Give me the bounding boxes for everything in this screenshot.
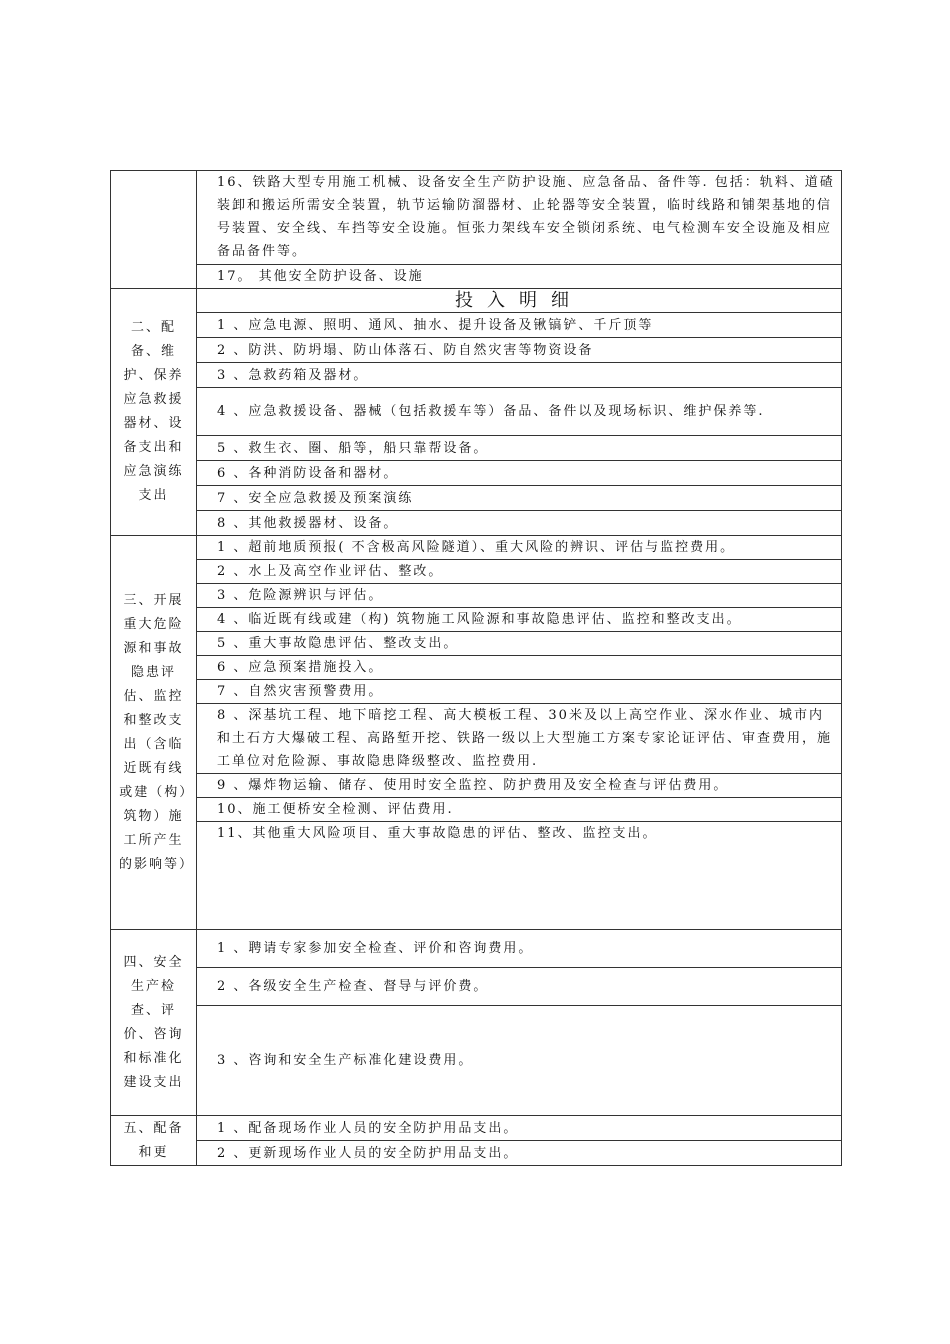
item-sec2-1: 1 、应急电源、照明、通风、抽水、提升设备及锹镐铲、千斤顶等: [197, 313, 842, 338]
category-cell-sec3: [111, 536, 197, 930]
item-sec3-4: 4 、临近既有线或建（构) 筑物施工风险源和事故隐患评估、监控和整改支出。: [197, 608, 842, 632]
item-sec3-3: 3 、危险源辨识与评估。: [197, 584, 842, 608]
item-sec3-6: 6 、应急预案措施投入。: [197, 656, 842, 680]
category-cell-sec1: [111, 171, 197, 289]
item-sec2-3: 3 、急救药箱及器材。: [197, 363, 842, 388]
item-sec2-4: 4 、应急救援设备、器械（包括救援车等）备品、备件以及现场标识、维护保养等.: [197, 388, 842, 436]
expense-table: [110, 170, 842, 1166]
item-sec4-2: 2 、各级安全生产检查、督导与评价费。: [197, 968, 842, 1006]
item-sec2-2: 2 、防洪、防坍塌、防山体落石、防自然灾害等物资设备: [197, 338, 842, 363]
category-label-sec5: 五、配备和更: [123, 1120, 184, 1160]
item-sec2-8: 8 、其他救援器材、设备。: [197, 511, 842, 536]
item-sec2-6: 6 、各种消防设备和器材。: [197, 461, 842, 486]
item-sec4-3: 3 、咨询和安全生产标准化建设费用。: [197, 1006, 842, 1116]
item-sec3-2: 2 、水上及高空作业评估、整改。: [197, 560, 842, 584]
category-label-sec2: 二、配备、维护、保养应急救援器材、设备支出和应急演练支出: [123, 320, 184, 503]
category-cell-sec5: [111, 1116, 197, 1166]
item-sec2-7: 7 、安全应急救援及预案演练: [197, 486, 842, 511]
item-sec3-8: 8 、深基坑工程、地下暗挖工程、高大模板工程、30米及以上高空作业、深水作业、城市内和土石方大爆破工程、高路堑开挖、铁路一级以上大型施工方案专家论证评估、审查费用，施工单位对危险源、事故隐患降级整改、监控费用.: [197, 704, 842, 774]
item-sec3-9: 9 、爆炸物运输、储存、使用时安全监控、防护费用及安全检查与评估费用。: [197, 774, 842, 798]
item-sec1-16: 16、铁路大型专用施工机械、设备安全生产防护设施、应急备品、备件等. 包括：轨料、道碴装卸和搬运所需安全装置，轨节运输防溜器材、止轮器等安全装置，临时线路和铺架基地的信号装置、安全线、车挡等安全设施。恒张力架线车安全锁闭系统、电气检测车安全设施及相应备品备件等。: [197, 171, 842, 265]
category-cell-sec4: [111, 930, 197, 1116]
item-sec3-7: 7 、自然灾害预警费用。: [197, 680, 842, 704]
item-sec3-5: 5 、重大事故隐患评估、整改支出。: [197, 632, 842, 656]
category-label-sec3: 三、开展重大危险源和事故隐患评估、监控和整改支出（含临近既有线或建（构）筑物）施工所产生的影响等）: [119, 592, 195, 872]
item-sec3-11: 11、其他重大风险项目、重大事故隐患的评估、整改、监控支出。: [197, 822, 842, 930]
category-label-sec4: 四、安全生产检查、评价、咨询和标准化建设支出: [123, 954, 184, 1090]
item-sec4-1: 1 、聘请专家参加安全检查、评价和咨询费用。: [197, 930, 842, 968]
item-sec3-1: 1 、超前地质预报( 不含极高风险隧道）、重大风险的辨识、评估与监控费用。: [197, 536, 842, 560]
detail-header: 投入明细: [197, 289, 842, 313]
item-sec5-1: 1 、配备现场作业人员的安全防护用品支出。: [197, 1116, 842, 1141]
item-sec3-10: 10、施工便桥安全检测、评估费用.: [197, 798, 842, 822]
item-sec2-5: 5 、救生衣、圈、船等，船只靠帮设备。: [197, 436, 842, 461]
item-sec5-2: 2 、更新现场作业人员的安全防护用品支出。: [197, 1141, 842, 1166]
category-cell-sec2: [111, 289, 197, 536]
item-sec1-17: 17。 其他安全防护设备、设施: [197, 265, 842, 289]
